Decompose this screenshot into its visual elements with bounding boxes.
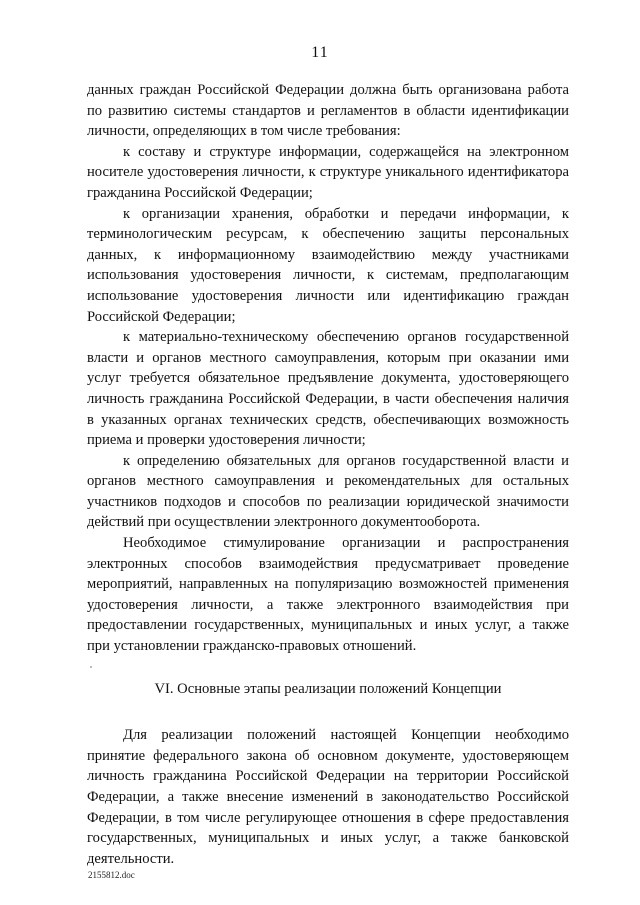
paragraph: к материально-техническому обеспечению органов государственной власти и органов местного самоуправления, которым при оказании ими услуг требуется обязательное предъявление документа, удостоверяющего личность гражданина Российской Федерации, в части обеспечения наличия в указанных органах технических средств, обеспечивающих возможность приема и проверки удостоверения личности; — [87, 329, 569, 449]
paragraph: к определению обязательных для органов государственной власти и органов местного самоуправления и рекомендательных для остальных участников подходов и способов по реализации юридической значимости действий при осуществлении электронного документооборота. — [87, 452, 569, 531]
scan-speck — [90, 666, 92, 668]
document-body — [87, 80, 569, 869]
paragraph: к организации хранения, обработки и передачи информации, к терминологическим ресурсам, к обеспечению защиты персональных данных, к информационному взаимодействию между участниками использования удостоверения личности, к системам, предполагающим использование удостоверения личности или идентификацию граждан Российской Федерации; — [87, 205, 569, 325]
file-name-footer: 2155812.doc — [88, 870, 135, 880]
page-number: 11 — [311, 44, 329, 61]
paragraph: к составу и структуре информации, содержащейся на электронном носителе удостоверения личности, к структуре уникального идентификатора гражданина Российской Федерации; — [87, 143, 569, 201]
paragraph: данных граждан Российской Федерации должна быть организована работа по развитию системы стандартов и регламентов в области идентификации личности, определяющих в том числе требования: — [87, 82, 569, 140]
section-heading: VI. Основные этапы реализации положений Концепции — [154, 680, 502, 697]
paragraph: Для реализации положений настоящей Концепции необходимо принятие федерального закона об основном документе, удостоверяющем личность гражданина Российской Федерации на территории Российской Федерации, а также внесение изменений в законодательство Российской Федерации, в том числе регулирующее отношения в сфере предоставления государственных, муниципальных и иных услуг, а также банковской деятельности. — [87, 727, 569, 867]
paragraph: Необходимое стимулирование организации и распространения электронных способов взаимодействия предусматривает проведение мероприятий, направленных на популяризацию возможностей применения удостоверения личности, а также электронного взаимодействия при предоставлении государственных, муниципальных и иных услуг, а также при установлении гражданско-правовых отношений. — [87, 535, 569, 655]
